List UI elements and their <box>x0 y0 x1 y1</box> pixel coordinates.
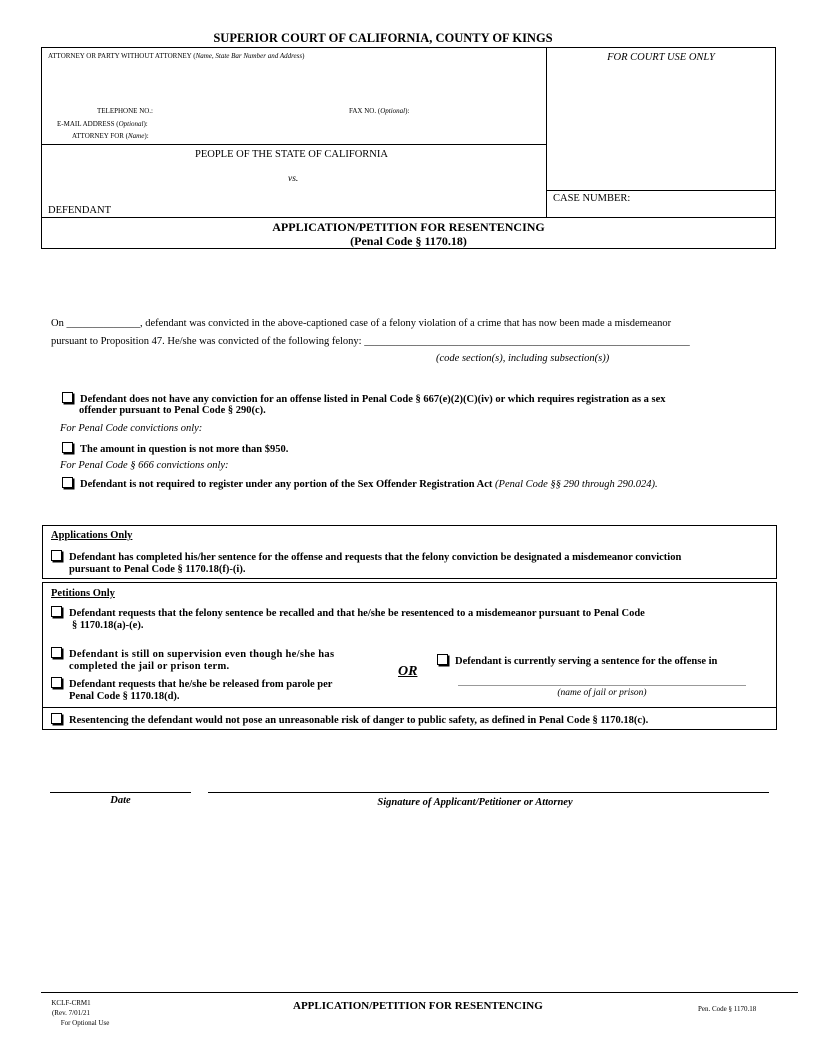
supervision-item-cont: completed the jail or prison term. <box>69 661 230 672</box>
case-number-field[interactable] <box>553 204 771 216</box>
conviction-line2: pursuant to Proposition 47. He/she was convicted of the following felony: ______________________________________________________________ <box>51 336 690 347</box>
attorney-name-field[interactable] <box>48 83 538 103</box>
caption-attorney-divider <box>41 144 546 145</box>
vs-label: vs. <box>288 174 299 184</box>
caption-box <box>41 47 776 249</box>
jail-name-field[interactable] <box>458 671 746 685</box>
date-label: Date <box>110 795 131 806</box>
penal-code-only-label: For Penal Code convictions only: <box>60 423 203 434</box>
footer-form-id: KCLF-CRM1 <box>51 999 91 1007</box>
signature-line <box>208 792 769 793</box>
code-section-hint: (code section(s), including subsection(s)) <box>436 353 610 364</box>
fax-label: FAX NO. (Optional): <box>349 107 410 115</box>
checkbox-recall-sentence[interactable] <box>51 606 62 617</box>
petitions-risk-divider <box>42 707 777 708</box>
attorney-for-label: ATTORNEY FOR (Name): <box>72 132 149 140</box>
email-field[interactable] <box>165 117 540 129</box>
eligibility-item-1: Defendant does not have any conviction for an offense listed in Penal Code § 667(e)(2)(C)(iv) or which requires registration as a sex <box>62 392 666 405</box>
defendant-name-field[interactable] <box>48 186 538 204</box>
conviction-line1: On ______________, defendant was convicted in the above-captioned case of a felony violation of a crime that has now been made a misdemeanor <box>51 318 672 329</box>
email-label: E-MAIL ADDRESS (Optional): <box>57 120 148 128</box>
jail-name-line <box>458 685 746 686</box>
telephone-label: TELEPHONE NO.: <box>97 107 153 115</box>
footer-optional-use: For Optional Use <box>60 1019 110 1027</box>
signature-label: Signature of Applicant/Petitioner or Attorney <box>377 797 573 808</box>
case-number-label: CASE NUMBER: <box>553 193 631 204</box>
footer-revision: (Rev. 7/01/21 <box>51 1009 91 1017</box>
caption-case-divider <box>546 190 776 191</box>
eligibility-item-1-cont: offender pursuant to Penal Code § 290(c). <box>79 405 266 416</box>
petitions-item-1: Defendant requests that the felony sentence be recalled and that he/she be resentenced to a misdemeanor pursuant to Penal Code <box>51 606 645 619</box>
applications-heading: Applications Only <box>51 530 133 541</box>
footer-rule <box>41 992 798 993</box>
pc666-only-label: For Penal Code § 666 convictions only: <box>60 460 229 471</box>
eligibility-item-3: Defendant is not required to register under any portion of the Sex Offender Registration Act (Penal Code §§ 290 through 290.024). <box>62 477 658 490</box>
parole-item: Defendant requests that he/she be released from parole per <box>51 677 332 690</box>
signature-field[interactable] <box>208 774 769 792</box>
checkbox-sentence-completed[interactable] <box>51 550 62 561</box>
petitions-item-1-cont: § 1170.18(a)-(e). <box>72 620 144 631</box>
court-use-only: FOR COURT USE ONLY <box>607 52 715 63</box>
applications-item-cont: pursuant to Penal Code § 1170.18(f)-(i). <box>69 564 246 575</box>
jail-name-hint: (name of jail or prison) <box>557 688 647 698</box>
attorney-label: ATTORNEY OR PARTY WITHOUT ATTORNEY (Name, State Bar Number and Address) <box>48 52 305 60</box>
checkbox-not-sex-offender[interactable] <box>62 477 73 488</box>
checkbox-on-supervision[interactable] <box>51 647 62 658</box>
risk-item: Resentencing the defendant would not pose an unreasonable risk of danger to public safety, as defined in Penal Code § 1170.18(c). <box>51 713 648 726</box>
checkbox-currently-serving[interactable] <box>437 654 448 665</box>
checkbox-amount-under-950[interactable] <box>62 442 73 453</box>
defendant-label: DEFENDANT <box>48 205 111 216</box>
eligibility-item-2: The amount in question is not more than $950. <box>62 442 288 455</box>
parole-item-cont: Penal Code § 1170.18(d). <box>69 691 180 702</box>
caption-divider <box>546 47 547 217</box>
form-title-line1: APPLICATION/PETITION FOR RESENTENCING <box>272 220 545 234</box>
caption-title-divider <box>41 217 776 218</box>
court-title: SUPERIOR COURT OF CALIFORNIA, COUNTY OF KINGS <box>213 31 553 45</box>
footer-title: APPLICATION/PETITION FOR RESENTENCING <box>293 1000 543 1012</box>
footer-code: Pen. Code § 1170.18 <box>698 1005 757 1013</box>
date-field[interactable] <box>50 774 191 792</box>
supervision-item: Defendant is still on supervision even though he/she has <box>51 647 334 660</box>
form-title-line2: (Penal Code § 1170.18) <box>350 234 467 248</box>
fax-field[interactable] <box>425 104 540 116</box>
or-label: OR <box>398 664 418 679</box>
serving-item: Defendant is currently serving a sentence for the offense in <box>437 654 717 667</box>
checkbox-release-from-parole[interactable] <box>51 677 62 688</box>
checkbox-no-unreasonable-risk[interactable] <box>51 713 62 724</box>
applications-item: Defendant has completed his/her sentence for the offense and requests that the felony conviction be designated a misdemeanor conviction <box>51 550 681 563</box>
telephone-field[interactable] <box>165 104 335 116</box>
petitions-heading: Petitions Only <box>51 588 115 599</box>
attorney-for-field[interactable] <box>165 129 540 141</box>
people-label: PEOPLE OF THE STATE OF CALIFORNIA <box>195 149 388 160</box>
checkbox-no-disqualifying-conviction[interactable] <box>62 392 73 403</box>
date-line <box>50 792 191 793</box>
